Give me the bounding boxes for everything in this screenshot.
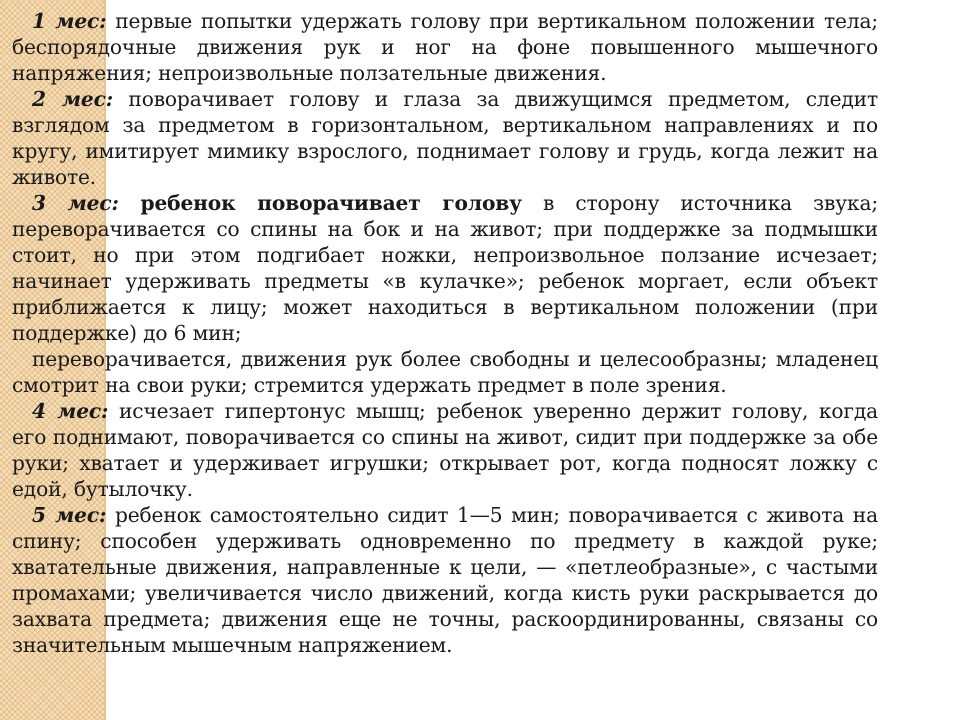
paragraph-month-4 xyxy=(12,398,878,502)
bold-phrase: ребенок поворачивает голову xyxy=(118,191,522,215)
month-label: 4 мес: xyxy=(32,399,109,423)
paragraph-month-2 xyxy=(12,86,878,190)
paragraph-text: переворачивается, движения рук более свободны и целесообразны; младенец смотрит на свои руки; стремится удержать предмет в поле зрения. xyxy=(12,347,878,397)
month-label: 5 мес: xyxy=(32,503,107,527)
paragraph-text: поворачивает голову и глаза за движущимся предметом, следит взглядом за предметом в горизонтальном, вертикальном направлениях и по кругу, имитирует мимику взрослого, поднимает голову и грудь, когда лежит на животе. xyxy=(12,87,878,189)
paragraph-text: исчезает гипертонус мышц; ребенок уверенно держит голову, когда его поднимают, поворачивается со спины на живот, сидит при поддержке за обе руки; хватает и удерживает игрушки; открывает рот, когда подносят ложку с едой, бутылочку. xyxy=(12,399,878,501)
paragraph-month-3 xyxy=(12,190,878,346)
paragraph-month-1 xyxy=(12,8,878,86)
text-body xyxy=(12,8,878,658)
paragraph-text: ребенок самостоятельно сидит 1—5 мин; поворачивается с живота на спину; способен удерживать одновременно по предмету в каждой руке; хватательные движения, направленные к цели, — «петлеобразные», с частыми промахами; увеличивается число движений, когда кисть руки раскрывается до захвата предмета; движения еще не точны, раскоординированны, связаны со значительным мышечным напряжением. xyxy=(12,503,878,657)
paragraph-continuation xyxy=(12,346,878,398)
month-label: 1 мес: xyxy=(32,9,107,33)
paragraph-month-5 xyxy=(12,502,878,658)
paragraph-text: в сторону источника звука; переворачивается со спины на бок и на живот; при поддержке за подмышки стоит, но при этом подгибает ножки, непроизвольное ползание исчезает; начинает удерживать предметы «в кулачке»; ребенок моргает, если объект приближается к лицу; может находиться в вертикальном положении (при поддержке) до 6 мин; xyxy=(12,191,878,345)
paragraph-text: первые попытки удержать голову при вертикальном положении тела; беспорядочные движения рук и ног на фоне повышенного мышечного напряжения; непроизвольные ползательные движения. xyxy=(12,9,878,85)
month-label: 3 мес: xyxy=(32,191,119,215)
month-label: 2 мес: xyxy=(32,87,114,111)
